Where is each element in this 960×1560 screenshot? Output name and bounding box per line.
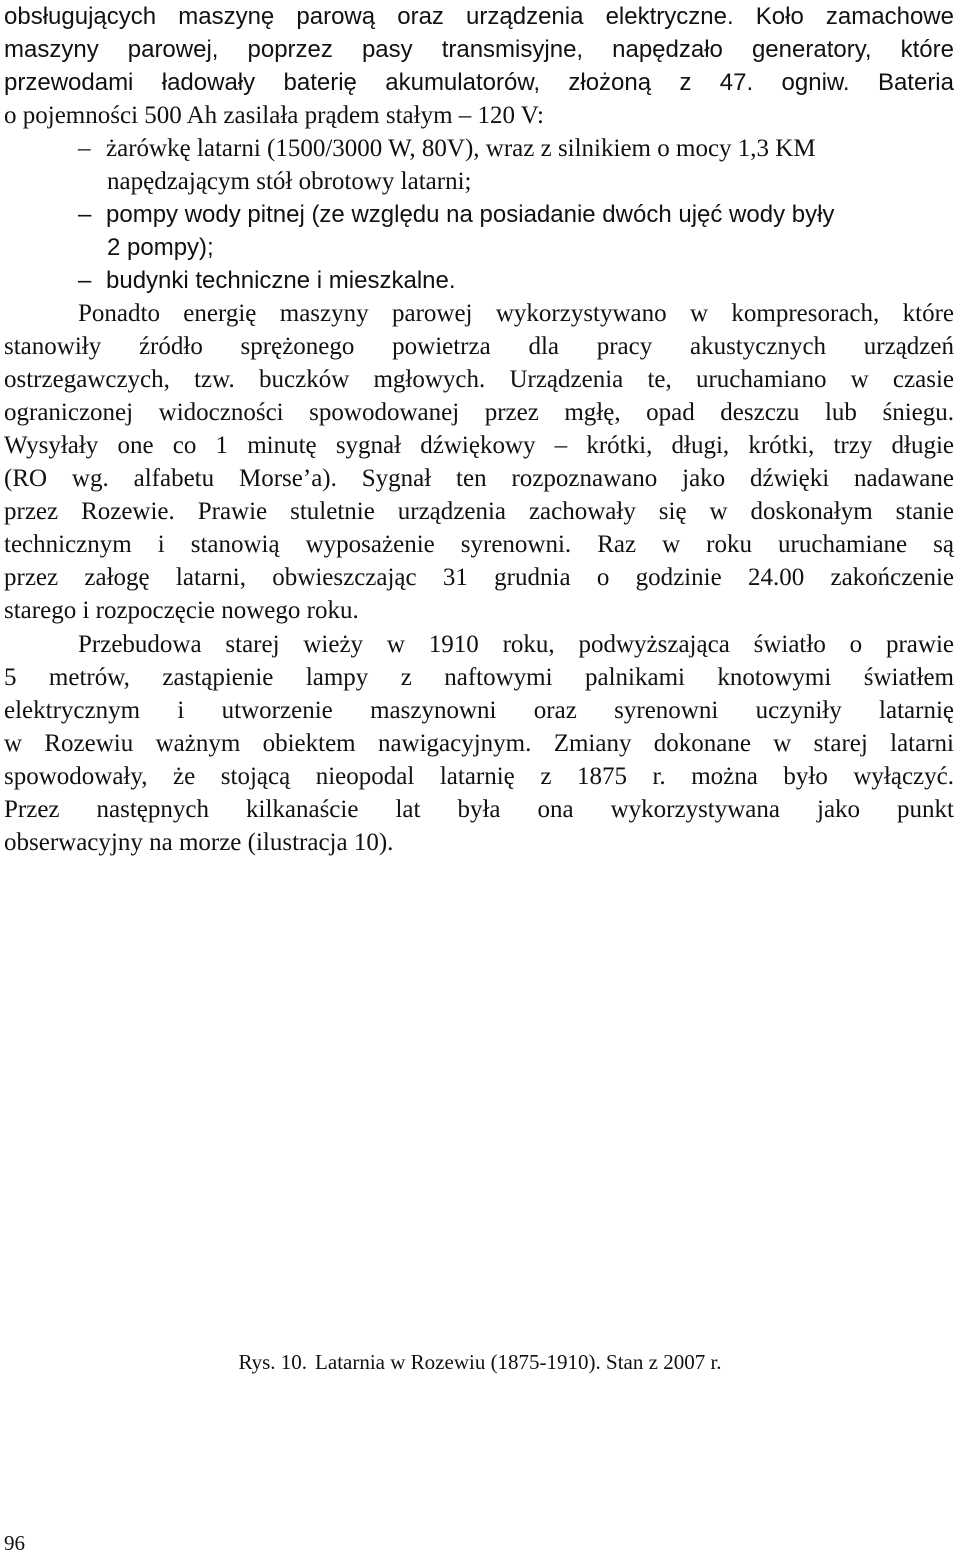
paragraph-3-line-3: elektrycznym i utworzenie maszynowni oraz syrenowni uczyniły latarnię [4, 697, 954, 724]
list-item [78, 264, 954, 297]
paragraph-2-line-1: Ponadto energię maszyny parowej wykorzystywano w kompresorach, które [78, 300, 954, 327]
paragraph-3-line-6: Przez następnych kilkanaście lat była ona wykorzystywana jako punkt [4, 796, 954, 823]
figure-caption-text: Latarnia w Rozewiu (1875-1910). Stan z 2007 r. [315, 1350, 722, 1374]
paragraph-1-line-1: obsługujących maszynę parową oraz urządzenia elektryczne. Koło zamachowe [4, 3, 954, 30]
list-item-continuation: napędzającym stół obrotowy latarni; [107, 168, 472, 195]
list-item [78, 198, 954, 231]
paragraph-1-line-4: o pojemności 500 Ah zasilała prądem stałym – 120 V: [4, 102, 544, 129]
figure-caption-label: Rys. 10. [238, 1350, 308, 1374]
paragraph-2-line-6: (RO wg. alfabetu Morse’a). Sygnał ten rozpoznawano jako dźwięki nadawane [4, 465, 954, 492]
paragraph-3-line-4: w Rozewiu ważnym obiektem nawigacyjnym. Zmiany dokonane w starej latarni [4, 730, 954, 757]
paragraph-1-line-3: przewodami ładowały baterię akumulatorów, złożoną z 47. ogniw. Bateria [4, 69, 954, 96]
paragraph-2-line-9: przez załogę latarni, obwieszczając 31 grudnia o godzinie 24.00 zakończenie [4, 564, 954, 591]
paragraph-3-line-2: 5 metrów, zastąpienie lampy z naftowymi palnikami knotowymi światłem [4, 664, 954, 691]
list-dash: – [78, 135, 91, 162]
list-item-continuation: 2 pompy); [107, 234, 214, 261]
list-dash: – [78, 201, 92, 228]
figure-caption [0, 1346, 960, 1379]
paragraph-3-line-1: Przebudowa starej wieży w 1910 roku, podwyższająca światło o prawie [78, 631, 954, 658]
paragraph-2-line-5: Wysyłały one co 1 minutę sygnał dźwiękowy – krótki, długi, krótki, trzy długie [4, 432, 954, 459]
paragraph-2-line-10: starego i rozpoczęcie nowego roku. [4, 597, 359, 624]
paragraph-2-line-7: przez Rozewie. Prawie stuletnie urządzenia zachowały się w doskonałym stanie [4, 498, 954, 525]
page-number: 96 [4, 1531, 25, 1555]
list-item-text: budynki techniczne i mieszkalne. [106, 267, 456, 294]
list-item [78, 132, 954, 165]
paragraph-3-line-5: spowodowały, że stojącą nieopodal latarnię z 1875 r. można było wyłączyć. [4, 763, 954, 790]
paragraph-2-line-2: stanowiły źródło sprężonego powietrza dla pracy akustycznych urządzeń [4, 333, 954, 360]
list-item-text: żarówkę latarni (1500/3000 W, 80V), wraz z silnikiem o mocy 1,3 KM [106, 135, 816, 162]
paragraph-2-line-3: ostrzegawczych, tzw. buczków mgłowych. Urządzenia te, uruchamiano w czasie [4, 366, 954, 393]
paragraph-2-line-8: technicznym i stanowią wyposażenie syrenowni. Raz w roku uruchamiane są [4, 531, 954, 558]
paragraph-1-line-2: maszyny parowej, poprzez pasy transmisyjne, napędzało generatory, które [4, 36, 954, 63]
paragraph-2-line-4: ograniczonej widoczności spowodowanej przez mgłę, opad deszczu lub śniegu. [4, 399, 954, 426]
paragraph-3-line-7: obserwacyjny na morze (ilustracja 10). [4, 829, 394, 856]
list-item-text: pompy wody pitnej (ze względu na posiadanie dwóch ujęć wody były [106, 201, 835, 228]
list-dash: – [78, 267, 92, 294]
